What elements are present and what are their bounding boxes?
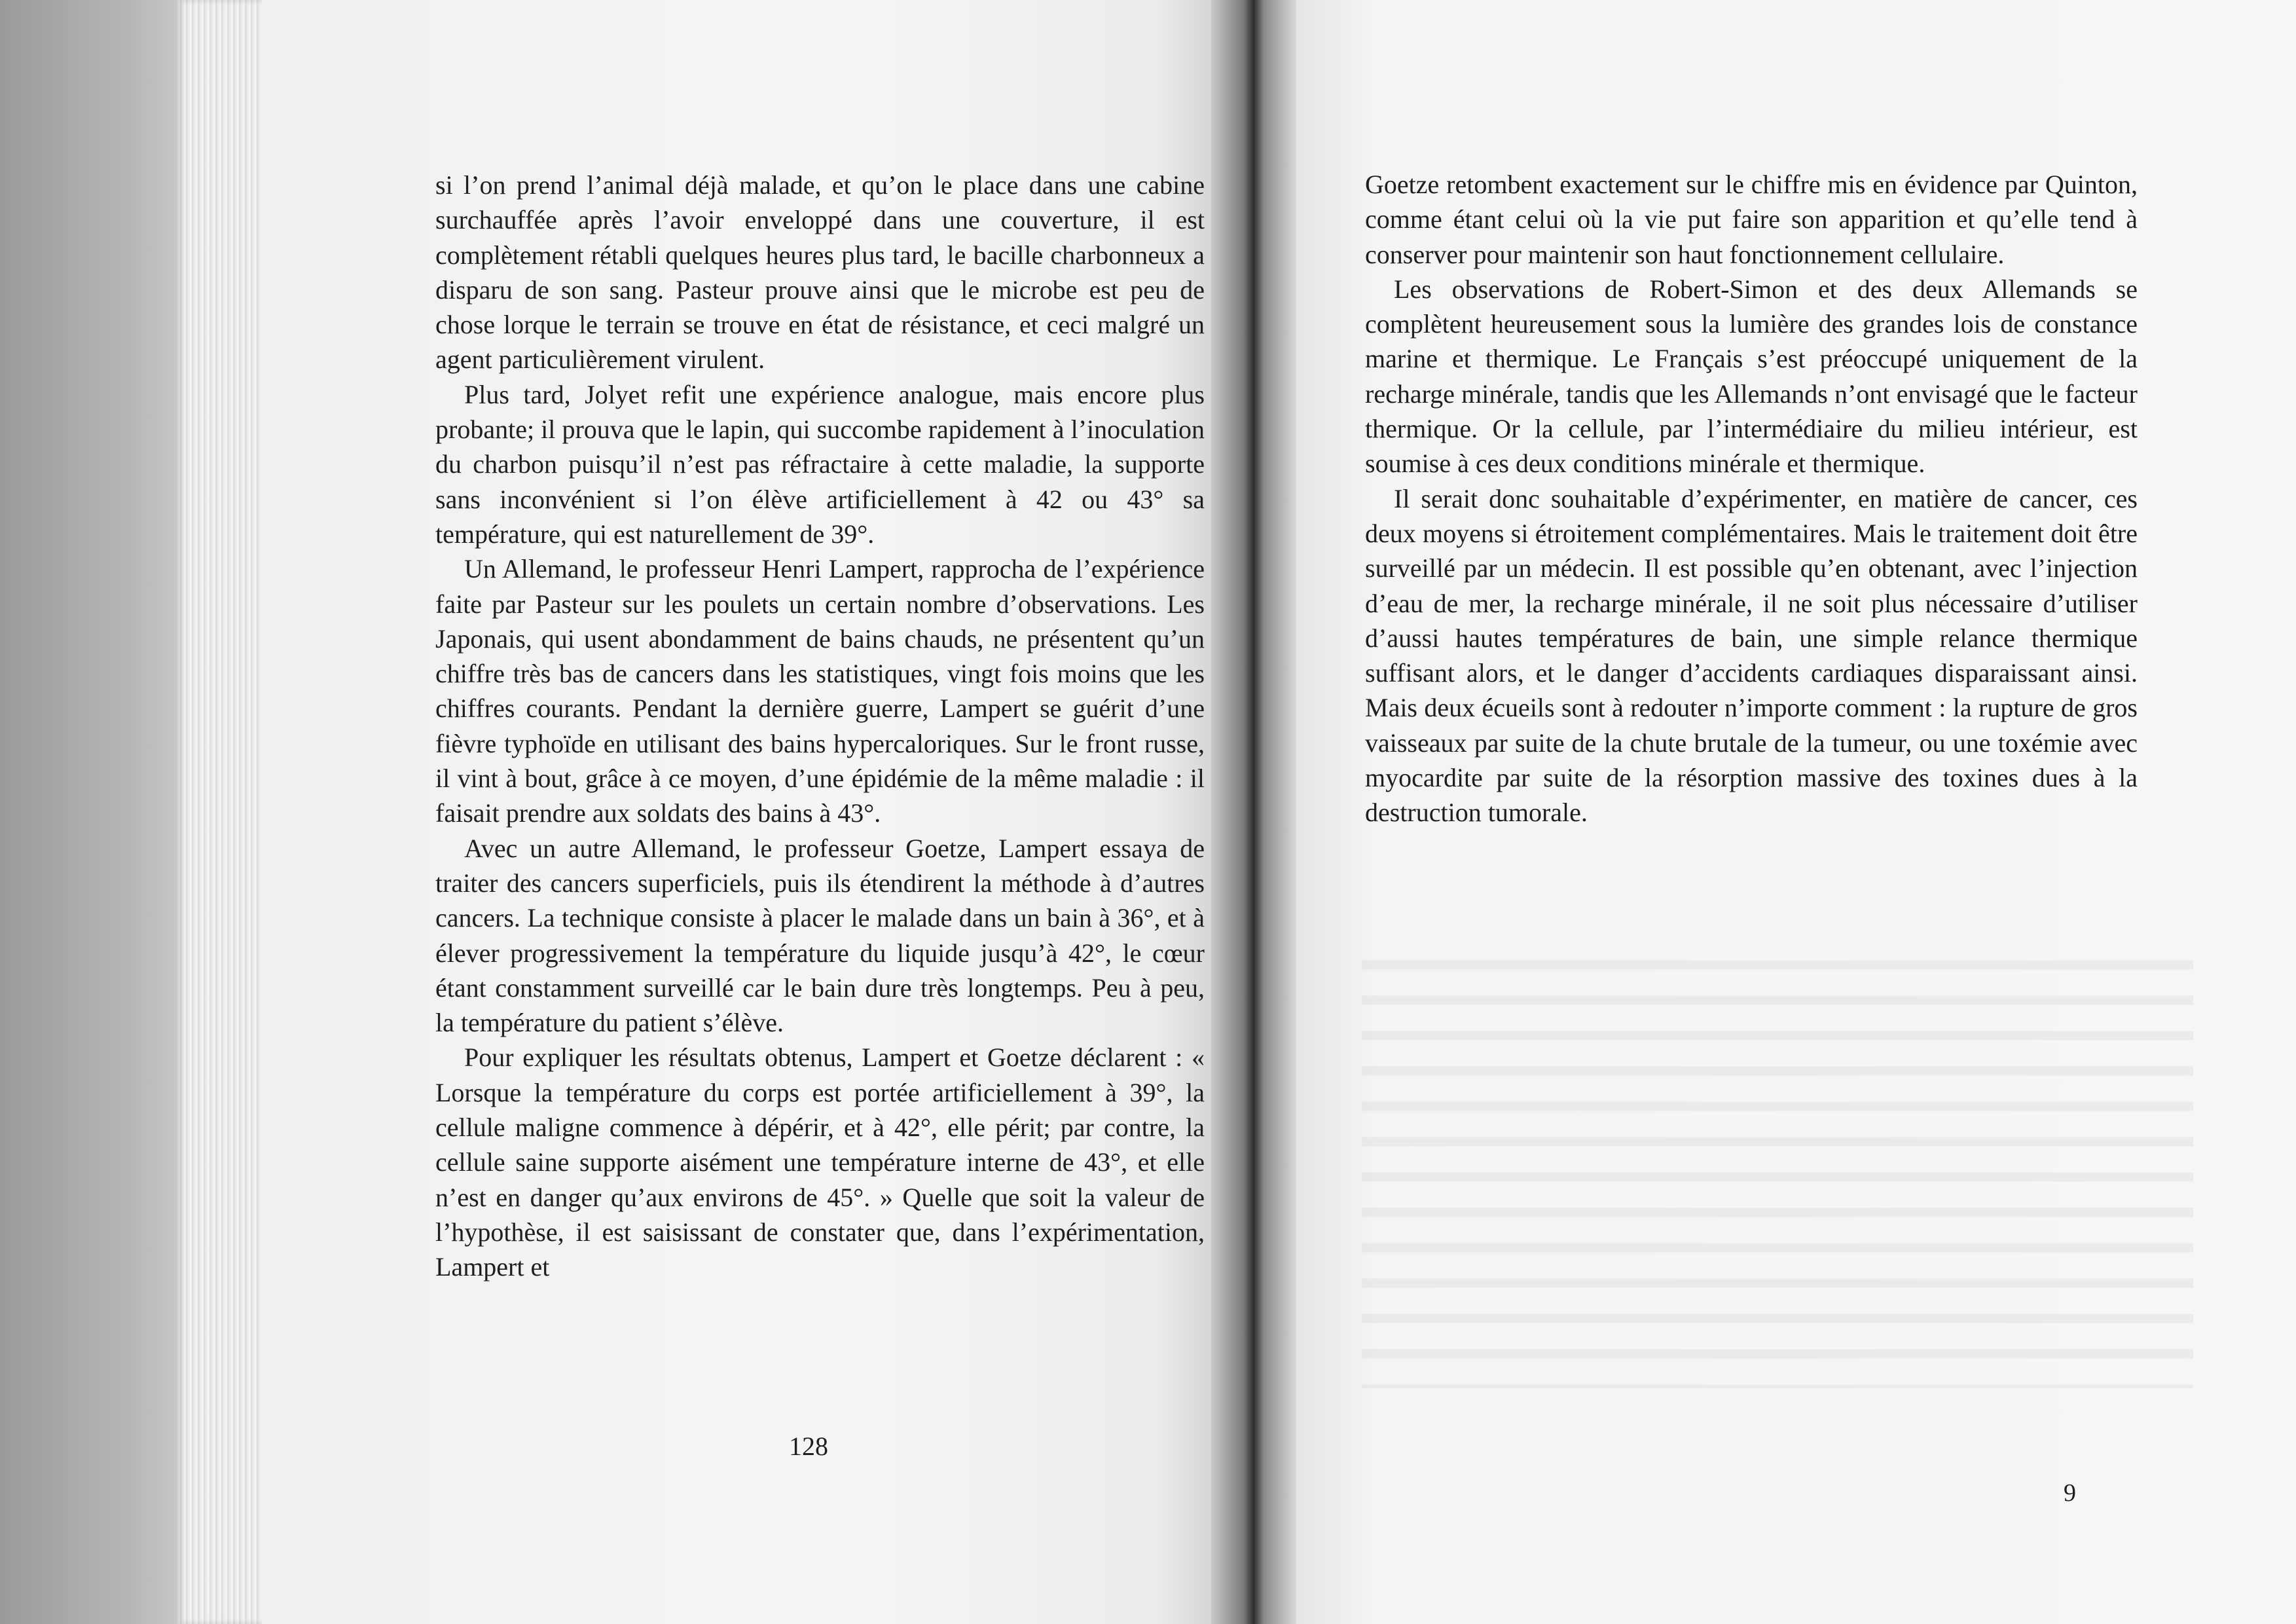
right-page-number: 9	[2064, 1479, 2076, 1507]
left-page-number: 128	[789, 1431, 828, 1461]
left-page-text	[435, 168, 1205, 1285]
left-paragraph-1: si l’on prend l’animal déjà malade, et qu’on le place dans une cabine surchauffée après l’avoir enveloppé dans une couverture, il est complètement rétabli quelques heures plus tard, le bacille charbonneux a disparu de son sang. Pasteur prouve ainsi que le microbe est peu de chose lorque le terrain se trouve en état de résistance, et ceci malgré un agent particulièrement virulent.	[435, 170, 1205, 375]
left-paragraph-5: Pour expliquer les résultats obtenus, Lampert et Goetze déclarent : « Lorsque la température du corps est portée artificiellement à 39°, la cellule maligne commence à dépérir, et à 42°, elle périt; par contre, la cellule saine supporte aisément une température interne de 43°, et elle n’est en danger qu’aux environs de 45°. » Quelle que soit la valeur de l’hypothèse, il est saisissant de constater que, dans l’expérimentation, Lampert et	[435, 1043, 1205, 1282]
right-paragraph-3: Il serait donc souhaitable d’expérimenter, en matière de cancer, ces deux moyens si étroitement complémentaires. Mais le traitement doit être surveillé par un médecin. Il est possible qu’en obtenant, avec l’injection d’eau de mer, la recharge minérale, il ne soit plus nécessaire d’utiliser d’aussi hautes températures de bain, une simple relance thermique suffisant alors, et le danger d’accidents cardiaques disparaissant ainsi. Mais deux écueils sont à redouter n’importe comment : la rupture de gros vaisseaux par suite de la chute brutale de la tumeur, ou une toxémie avec myocardite par suite de la résorption massive des toxines dues à la destruction tumorale.	[1365, 483, 2138, 828]
scanner-background	[0, 0, 196, 1624]
right-page-text	[1365, 167, 2138, 830]
right-paragraph-1: Goetze retombent exactement sur le chiffre mis en évidence par Quinton, comme étant celui où la vie put faire son apparition et qu’elle tend à conserver pour maintenir son haut fonctionnement cellulaire.	[1365, 170, 2138, 269]
left-paragraph-2: Plus tard, Jolyet refit une expérience analogue, mais encore plus probante; il prouva que le lapin, qui succombe rapidement à l’inoculation du charbon puisqu’il n’est pas réfractaire à cette maladie, la supporte sans inconvénient si l’on élève artificiellement à 42 ou 43° sa température, qui est naturellement de 39°.	[435, 379, 1205, 549]
left-paragraph-4: Avec un autre Allemand, le professeur Goetze, Lampert essaya de traiter des cancers superficiels, puis ils étendirent la méthode à d’autres cancers. La technique consiste à placer le malade dans un bain à 36°, et à élever progressivement la température du liquide jusqu’à 42°, le cœur étant constamment surveillé car le bain dure très longtemps. Peu à peu, la température du patient s’élève.	[435, 833, 1205, 1038]
right-paragraph-2: Les observations de Robert-Simon et des deux Allemands se complètent heureusement sous la lumière des grandes lois de constance marine et thermique. Le Français s’est préoccupé uniquement de la recharge minérale, tandis que les Allemands n’ont envisagé que le facteur thermique. Or la cellule, par l’intermédiaire du milieu intérieur, est soumise à ces deux conditions minérale et thermique.	[1365, 274, 2138, 479]
bleed-through-texture	[1362, 943, 2193, 1388]
stacked-page-edges	[177, 0, 262, 1624]
book-gutter	[1211, 0, 1296, 1624]
left-paragraph-3: Un Allemand, le professeur Henri Lampert, rapprocha de l’expérience faite par Pasteur sur les poulets un certain nombre d’observations. Les Japonais, qui usent abondamment de bains chauds, ne présentent qu’un chiffre très bas de cancers dans les statistiques, vingt fois moins que les chiffres courants. Pendant la dernière guerre, Lampert se guérit d’une fièvre typhoïde en utilisant des bains hypercaloriques. Sur le front russe, il vint à bout, grâce à ce moyen, d’une épidémie de la même maladie : il faisait prendre aux soldats des bains à 43°.	[435, 554, 1205, 828]
